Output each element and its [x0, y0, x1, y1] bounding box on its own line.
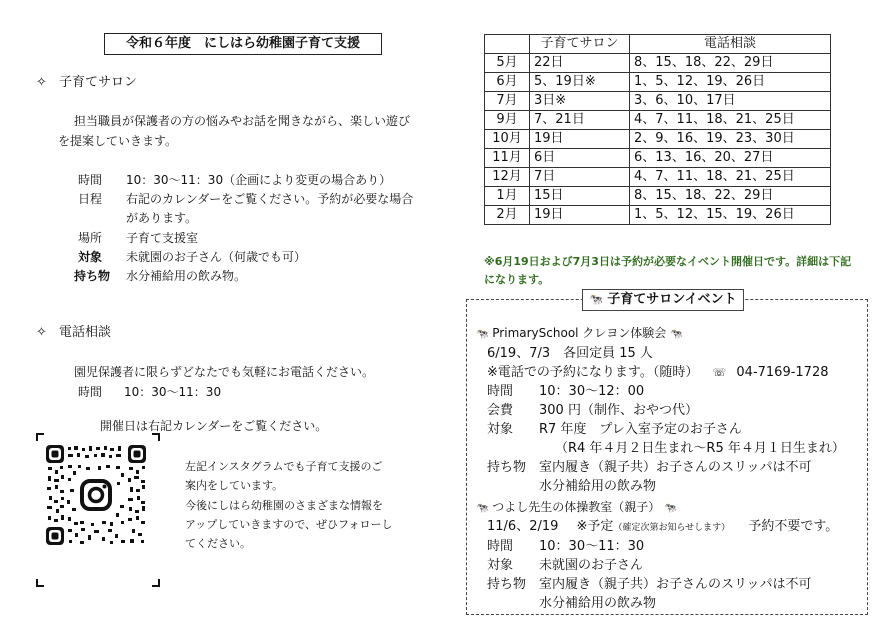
table-header-row — [485, 35, 831, 54]
table-cell-phone: 2、9、16、19、23、30日 — [630, 130, 831, 149]
salon-bring-label: 持ち物 — [74, 269, 111, 283]
cow-icon: 🐄 — [589, 293, 603, 306]
event2-bring: 室内履き（親子共）お子さんのスリッパは不可 — [539, 577, 812, 592]
cow-icon: 🐄 — [664, 503, 677, 514]
table-row — [485, 149, 831, 168]
table-cell-phone: 1、5、12、19、26日 — [630, 73, 831, 92]
table-row — [485, 206, 831, 225]
event2-target-label: 対象 — [487, 558, 514, 573]
table-cell-salon: 7日 — [530, 168, 630, 187]
salon-schedule-label: 日程 — [78, 192, 103, 206]
salon-bring-value: 水分補給用の飲み物。 — [126, 269, 247, 283]
event2-title-row — [476, 499, 677, 517]
event1-fee-label: 会費 — [487, 403, 514, 418]
salon-place-label: 場所 — [78, 231, 103, 245]
table-row — [485, 54, 831, 73]
event1-time: 10：30～12：00 — [539, 384, 645, 399]
cow-icon: 🐄 — [476, 329, 489, 340]
phone-icon: ☏ — [712, 366, 727, 379]
table-cell-month: 9月 — [485, 111, 530, 130]
table-cell-month: 7月 — [485, 92, 530, 111]
instagram-text-3: 今後にしはら幼稚園のさまざまな情報を — [185, 499, 383, 512]
cow-icon: 🐄 — [670, 329, 683, 340]
event2-dates: 11/6、2/19 — [487, 519, 559, 534]
salon-target-label: 対象 — [78, 250, 103, 264]
event1-bring-cont: 水分補給用の飲み物 — [539, 479, 657, 494]
salon-time-label: 時間 — [78, 173, 103, 187]
table-header-phone: 電話相談 — [630, 35, 831, 54]
salon-heading: 子育てサロン — [59, 75, 138, 90]
table-row — [485, 168, 831, 187]
event2-bring-cont: 水分補給用の飲み物 — [539, 596, 657, 611]
table-row — [485, 73, 831, 92]
schedule-table — [484, 34, 831, 225]
event2-note: ※予定 — [576, 519, 614, 534]
instagram-text-5: てください。 — [185, 537, 251, 550]
instagram-text-1: 左記インスタグラムでも子育て支援のご — [185, 460, 383, 473]
event2-time-label: 時間 — [487, 539, 514, 554]
table-cell-salon: 19日 — [530, 130, 630, 149]
instagram-qr-code[interactable] — [46, 445, 146, 545]
event2-bring-label: 持ち物 — [487, 577, 527, 592]
event1-phone-number[interactable]: 04-7169-1728 — [736, 365, 829, 380]
table-cell-month: 10月 — [485, 130, 530, 149]
event1-target-label: 対象 — [487, 422, 514, 437]
phone-heading-row — [36, 324, 111, 341]
phone-calendar-note: 開催日は右記カレンダーをご覧ください。 — [100, 419, 328, 433]
table-cell-month: 11月 — [485, 149, 530, 168]
event-box-title-text: 子育てサロンイベント — [607, 292, 737, 307]
cow-icon: 🐄 — [476, 503, 489, 514]
table-cell-phone: 6、13、16、20、27日 — [630, 149, 831, 168]
table-cell-month: 2月 — [485, 206, 530, 225]
table-cell-phone: 3、6、10、17日 — [630, 92, 831, 111]
salon-desc-line1: 担当職員が保護者の方の悩みやお話を聞きながら、楽しい遊び — [74, 114, 411, 128]
event1-target: R7 年度 プレ入室予定のお子さん — [539, 422, 742, 437]
phone-time-value: 10：30～11：30 — [124, 385, 222, 399]
event1-bring: 室内履き（親子共）お子さんのスリッパは不可 — [539, 460, 812, 475]
table-cell-month: 12月 — [485, 168, 530, 187]
event1-time-label: 時間 — [487, 384, 514, 399]
calendar-note-line1: ※6月19日および7月3日は予約が必要なイベント開催日です。詳細は下記 — [484, 255, 852, 268]
event1-fee: 300 円（制作、おやつ代） — [539, 403, 698, 418]
table-cell-month: 1月 — [485, 187, 530, 206]
event1-title: PrimarySchool クレヨン体験会 — [492, 326, 667, 340]
table-header-salon: 子育てサロン — [530, 35, 630, 54]
table-cell-phone: 8、15、18、22、29日 — [630, 54, 831, 73]
calendar-note-line2: になります。 — [484, 273, 550, 286]
table-cell-salon: 6日 — [530, 149, 630, 168]
event1-dates: 6/19、7/3 各回定員 15 人 — [487, 346, 653, 361]
table-row — [485, 130, 831, 149]
crop-mark — [36, 579, 44, 587]
salon-target-value: 未就園のお子さん（何歳でも可） — [126, 250, 307, 264]
table-cell-salon: 15日 — [530, 187, 630, 206]
event1-bring-label: 持ち物 — [487, 460, 527, 475]
salon-time-value: 10：30～11：30（企画により変更の場合あり） — [126, 173, 392, 187]
table-cell-salon: 7、21日 — [530, 111, 630, 130]
page-title: 令和６年度 にしはら幼稚園子育て支援 — [104, 33, 382, 55]
salon-desc-line2: を提案していきます。 — [58, 134, 178, 148]
table-cell-month: 5月 — [485, 54, 530, 73]
instagram-text-4: アップしていきますので、ぜひフォローし — [185, 518, 393, 531]
event1-reserve-row — [487, 364, 829, 381]
event1-reserve-note: ※電話での予約になります。（随時） — [487, 365, 699, 380]
sparkle-bullet-icon: ✧ — [36, 325, 47, 340]
table-cell-phone: 8、15、18、22、29日 — [630, 187, 831, 206]
phone-desc: 園児保護者に限らずどなたでも気軽にお電話ください。 — [74, 365, 375, 379]
event1-title-row — [476, 325, 683, 343]
salon-heading-row — [36, 74, 137, 91]
table-row — [485, 111, 831, 130]
table-cell-phone: 4、7、11、18、21、25日 — [630, 111, 831, 130]
salon-place-value: 子育て支援室 — [126, 231, 199, 245]
event2-dates-row — [487, 518, 838, 537]
table-cell-salon: 3日※ — [530, 92, 630, 111]
event2-time: 10：30～11：30 — [539, 539, 645, 554]
phone-heading: 電話相談 — [59, 325, 112, 340]
phone-time-label: 時間 — [78, 385, 103, 399]
table-cell-salon: 22日 — [530, 54, 630, 73]
event2-no-reservation: 予約不要です。 — [748, 519, 839, 534]
event2-title: つよし先生の体操教室（親子） — [492, 500, 661, 514]
crop-mark — [152, 433, 160, 441]
salon-schedule-value-cont: があります。 — [126, 211, 198, 225]
table-cell-salon: 5、19日※ — [530, 73, 630, 92]
table-row — [485, 92, 831, 111]
event2-target: 未就園のお子さん — [539, 558, 644, 573]
instagram-text-2: 案内をしています。 — [185, 479, 284, 492]
event-box-title — [582, 289, 744, 311]
table-cell-phone: 1、5、12、15、19、26日 — [630, 206, 831, 225]
salon-schedule-value: 右記のカレンダーをご覧ください。予約が必要な場合 — [126, 192, 414, 206]
table-cell-phone: 4、7、11、18、21、25日 — [630, 168, 831, 187]
crop-mark — [36, 433, 44, 441]
table-row — [485, 187, 831, 206]
sparkle-bullet-icon: ✧ — [36, 75, 47, 90]
crop-mark — [152, 579, 160, 587]
event1-target-range: （R4 年４月２日生まれ～R5 年４月１日生まれ） — [555, 441, 845, 456]
table-cell-salon: 19日 — [530, 206, 630, 225]
table-header-month — [485, 35, 530, 54]
table-cell-month: 6月 — [485, 73, 530, 92]
event2-note-small: （確定次第お知らせします） — [613, 523, 731, 533]
